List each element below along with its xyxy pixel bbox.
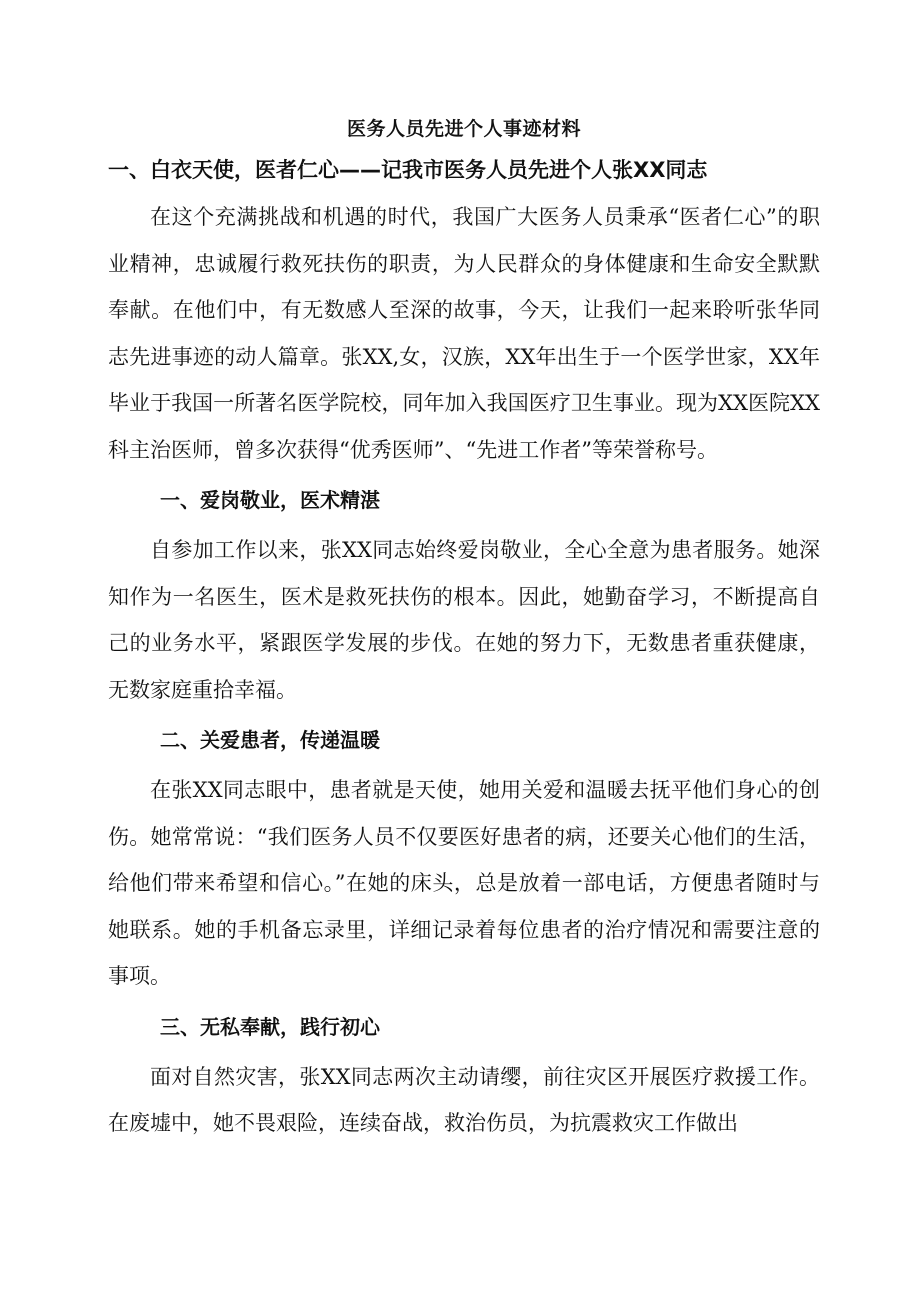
section-heading-devotion: 三、无私奉献，践行初心 xyxy=(160,1014,380,1039)
section-body-devotion: 面对自然灾害，张XX同志两次主动请缨，前往灾区开展医疗救援工作。在废墟中，她不畏艰险，连续奋战，救治伤员，为抗震救灾工作做出 xyxy=(108,1064,820,1135)
section-heading-care: 二、关爱患者，传递温暖 xyxy=(160,728,380,752)
main-heading: 一、白衣天使，医者仁心——记我市医务人员先进个人张XX同志 xyxy=(108,158,708,182)
section-heading-dedication: 一、爱岗敬业，医术精湛 xyxy=(160,488,380,512)
document-title: 医务人员先进个人事迹材料 xyxy=(346,118,581,140)
section-body-dedication: 自参加工作以来，张XX同志始终爱岗敬业，全心全意为患者服务。她深知作为一名医生，医术是救死扶伤的根本。因此，她勤奋学习，不断提高自己的业务水平，紧跟医学发展的步伐。在她的努力下，无数患者重获健康，无数家庭重拾幸福。 xyxy=(108,538,820,702)
intro-paragraph: 在这个充满挑战和机遇的时代，我国广大医务人员秉承“医者仁心”的职业精神，忠诚履行救死扶伤的职责，为人民群众的身体健康和生命安全默默奉献。在他们中，有无数感人至深的故事，今天，让我们一起来聆听张华同志先进事迹的动人篇章。张XX,女，汉族，XX年出生于一个医学世家，XX年毕业于我国一所著名医学院校，同年加入我国医疗卫生事业。现为XX医院XX科主治医师，曾多次获得“优秀医师”、“先进工作者”等荣誉称号。 xyxy=(108,205,820,462)
section-body-care: 在张XX同志眼中，患者就是天使，她用关爱和温暖去抚平他们身心的创伤。她常常说：“我们医务人员不仅要医好患者的病，还要关心他们的生活，给他们带来希望和信心。”在她的床头，总是放着一部电话，方便患者随时与她联系。她的手机备忘录里，详细记录着每位患者的治疗情况和需要注意的事项。 xyxy=(108,778,820,988)
document-content xyxy=(108,112,820,1147)
